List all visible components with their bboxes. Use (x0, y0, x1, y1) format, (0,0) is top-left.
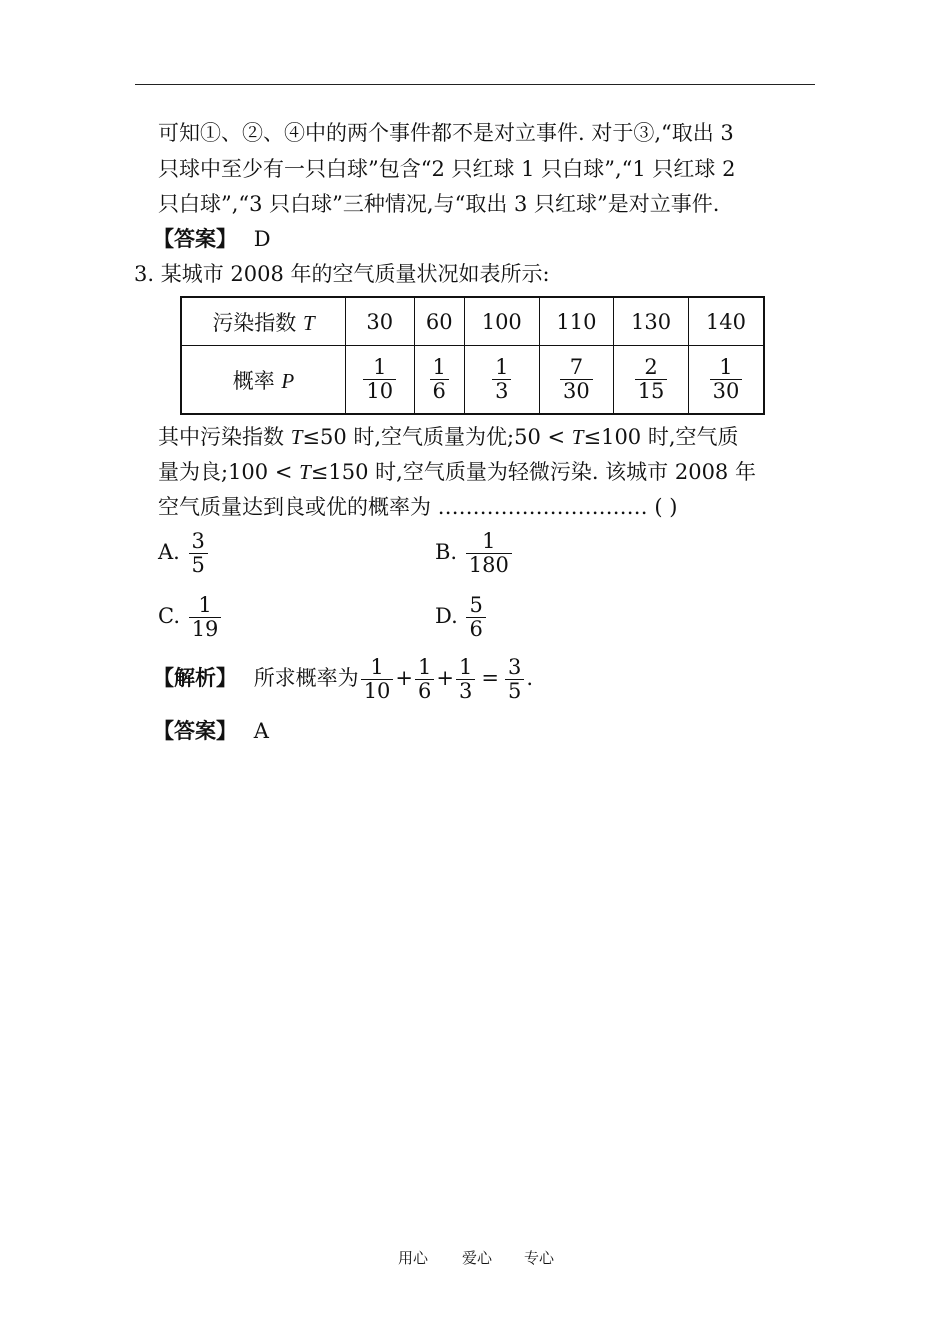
numerator: 2 (635, 356, 668, 380)
denominator: 19 (191, 617, 219, 642)
denominator: 10 (363, 679, 391, 704)
answer-label: 【答案】 (153, 719, 237, 743)
fraction (189, 594, 222, 641)
denominator: 30 (563, 379, 590, 403)
numerator: 1 (466, 530, 512, 554)
numerator: 1 (492, 356, 511, 380)
fraction (363, 356, 396, 403)
choice-a (158, 530, 210, 577)
fraction (456, 656, 475, 703)
header-label: 概率 (232, 368, 275, 393)
denominator: 3 (495, 379, 509, 403)
footer-item: 用心 (398, 1249, 429, 1267)
header-rule (135, 84, 815, 85)
table-cell (688, 346, 764, 415)
table-cell: 140 (688, 297, 764, 346)
answer-value: A (253, 719, 269, 743)
table-cell (614, 346, 689, 415)
numerator: 3 (189, 530, 208, 554)
table-header-probability (181, 346, 346, 415)
prev-line-2: 只球中至少有一只白球”包含“2 只红球 1 只白球”,“1 只红球 2 (158, 157, 736, 181)
numerator: 1 (361, 656, 394, 680)
fraction (560, 356, 593, 403)
period: . (526, 666, 534, 691)
denominator: 15 (637, 379, 665, 403)
table-cell: 130 (614, 297, 689, 346)
choice-d (435, 594, 488, 641)
prev-line-1: 可知①、②、④中的两个事件都不是对立事件. 对于③,“取出 3 (158, 121, 734, 145)
fraction (635, 356, 668, 403)
numerator: 1 (456, 656, 475, 680)
var-t: T (299, 460, 311, 484)
choice-label: B. (435, 540, 458, 565)
choice-label: D. (435, 604, 458, 629)
prev-answer (153, 224, 271, 254)
denominator: 3 (459, 679, 473, 704)
numerator: 1 (710, 356, 743, 380)
denominator: 6 (432, 379, 446, 403)
table-header-pollution (181, 297, 346, 346)
var-t: T (290, 425, 303, 449)
solution-text: 所求概率为 (253, 666, 359, 691)
denominator: 10 (366, 379, 394, 403)
equals-sign: = (481, 666, 499, 691)
choice-label: C. (158, 604, 180, 629)
fraction (415, 656, 434, 703)
answer-value: D (253, 227, 271, 251)
prev-line-3: 只白球”,“3 只白球”三种情况,与“取出 3 只红球”是对立事件. (158, 192, 720, 216)
question-3-stem: 3. 某城市 2008 年的空气质量状况如表所示: (134, 262, 550, 286)
fraction (466, 530, 512, 577)
numerator: 1 (363, 356, 396, 380)
table-cell (414, 346, 464, 415)
fraction (361, 656, 394, 703)
q3-text-line-2 (158, 457, 756, 487)
denominator: 5 (508, 679, 522, 704)
fraction (492, 356, 511, 403)
plus-sign: + (395, 666, 414, 691)
plus-sign: + (436, 666, 455, 691)
numerator: 1 (189, 594, 222, 618)
denominator: 180 (468, 553, 509, 578)
fraction (430, 356, 449, 403)
text-segment: ≤50 时,空气质量为优;50 < (302, 425, 572, 449)
table-cell: 110 (539, 297, 614, 346)
numerator: 5 (466, 594, 485, 618)
text-segment: 量为良;100 < (158, 460, 300, 484)
denominator: 5 (191, 553, 205, 578)
table-cell: 100 (464, 297, 539, 346)
text-segment: ≤150 时,空气质量为轻微污染. 该城市 2008 年 (310, 460, 756, 484)
table-cell (346, 346, 415, 415)
denominator: 6 (469, 617, 483, 642)
table-row (181, 346, 764, 415)
table-cell: 30 (346, 297, 415, 346)
choice-b (435, 530, 514, 577)
table-row (181, 297, 764, 346)
fraction (189, 530, 208, 577)
text-segment: ≤100 时,空气质 (583, 425, 739, 449)
table-cell (539, 346, 614, 415)
header-label: 污染指数 (212, 310, 297, 335)
footer-item: 爱心 (462, 1249, 493, 1267)
var-t: T (571, 425, 584, 449)
footer-item: 专心 (524, 1249, 555, 1267)
numerator: 3 (505, 656, 524, 680)
numerator: 1 (415, 656, 434, 680)
header-var: T (303, 310, 315, 335)
q3-answer (153, 716, 269, 746)
choice-label: A. (158, 540, 180, 565)
pollution-table (180, 296, 765, 415)
header-var: P (281, 368, 295, 393)
solution-label: 【解析】 (153, 666, 237, 691)
solution-line (153, 656, 533, 703)
q3-text-line-3: 空气质量达到良或优的概率为 ………………………… ( ) (158, 495, 678, 519)
denominator: 6 (418, 679, 432, 704)
q3-text-line-1 (158, 422, 739, 452)
fraction (505, 656, 524, 703)
text-segment: 其中污染指数 (158, 425, 291, 449)
fraction (710, 356, 743, 403)
numerator: 1 (430, 356, 449, 380)
choice-c (158, 594, 223, 641)
numerator: 7 (560, 356, 593, 380)
denominator: 30 (712, 379, 740, 403)
table-cell: 60 (414, 297, 464, 346)
table-cell (464, 346, 539, 415)
answer-label: 【答案】 (153, 227, 237, 251)
fraction (466, 594, 485, 641)
